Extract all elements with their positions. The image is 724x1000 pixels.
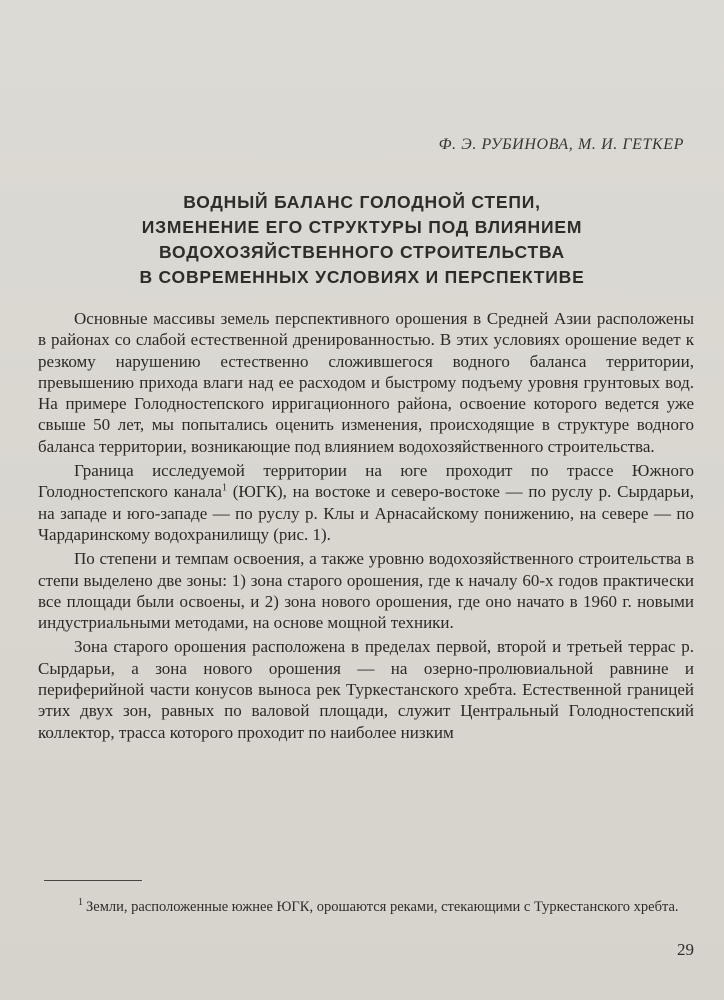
title-line: ИЗМЕНЕНИЕ ЕГО СТРУКТУРЫ ПОД ВЛИЯНИЕМ xyxy=(141,217,583,237)
footnote-mark: 1 xyxy=(78,897,83,909)
footnote-divider xyxy=(44,880,142,881)
title-line: В СОВРЕМЕННЫХ УСЛОВИЯХ И ПЕРСПЕКТИВЕ xyxy=(139,267,585,287)
paragraph-text: Граница исследуемой территории на юге проходит по трассе Южного Голодностепского канала xyxy=(38,461,694,502)
footnote-reference[interactable]: 1 xyxy=(221,482,227,494)
article-body xyxy=(38,308,694,746)
paragraph xyxy=(38,460,694,545)
article-title xyxy=(0,190,724,290)
authors: Ф. Э. РУБИНОВА, М. И. ГЕТКЕР xyxy=(438,136,684,153)
title-line: ВОДНЫЙ БАЛАНС ГОЛОДНОЙ СТЕПИ, xyxy=(183,192,541,212)
footnote xyxy=(44,897,694,917)
paragraph: По степени и темпам освоения, а также уровню водохозяйственного строительства в степи выделено две зоны: 1) зона старого орошения, где к началу 60-х годов практически все площади были освоены, и 2) зона нового орошения, где оно начато в 1960 г. новыми индустриальными методами, на основе мощной техники. xyxy=(38,549,694,633)
title-line: ВОДОХОЗЯЙСТВЕННОГО СТРОИТЕЛЬСТВА xyxy=(159,242,565,262)
page-number: 29 xyxy=(677,940,694,959)
paragraph: Зона старого орошения расположена в пределах первой, второй и третьей террас р. Сырдарьи, а зона нового орошения — на озерно-пролювиальной равнине и периферийной части конусов выноса рек Туркестанского хребта. Естественной границей этих двух зон, равных по валовой площади, служит Центральный Голодностепский коллектор, трасса которого проходит по наиболее низким xyxy=(38,637,694,742)
footnote-text: Земли, расположенные южнее ЮГК, орошаются реками, стекающими с Туркестанского хребта. xyxy=(86,899,679,915)
paragraph-text: (ЮГК), на востоке и северо-востоке — по руслу р. Сырдарьи, на западе и юго-западе — по руслу р. Клы и Арнасайскому понижению, на севере — по Чардаринскому водохранилищу (рис. 1). xyxy=(38,482,694,544)
paragraph: Основные массивы земель перспективного орошения в Средней Азии расположены в районах со слабой естественной дренированностью. В этих условиях орошение ведет к резкому нарушению естественно сложившегося водного баланса территории, превышению прихода влаги над ее расходом и быстрому подъему уровня грунтовых вод. На примере Голодностепского ирригационного района, освоение которого ведется уже свыше 50 лет, мы попытались оценить изменения, происходящие в структуре водного баланса территории, возникающие под влиянием водохозяйственного строительства. xyxy=(38,309,694,456)
